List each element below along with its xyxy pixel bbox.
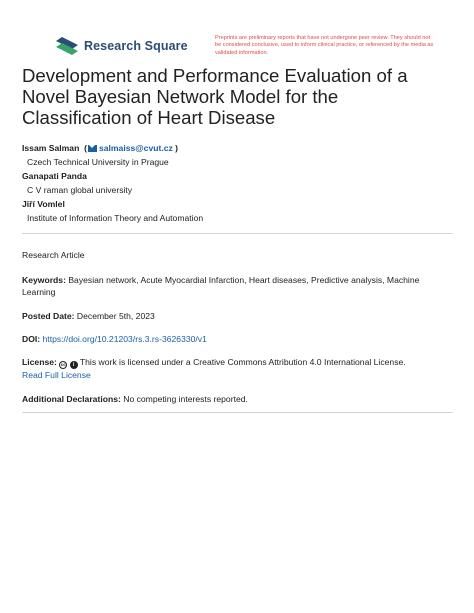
paper-title: Development and Performance Evaluation of a Novel Bayesian Network Model for the Classification of Heart Disease <box>22 65 408 128</box>
read-full-license-link[interactable]: Read Full License <box>22 370 91 380</box>
doi-link[interactable]: https://doi.org/10.21203/rs.3.rs-3626330/v1 <box>42 334 207 344</box>
logo-text: Research Square <box>84 39 188 53</box>
divider <box>22 412 453 413</box>
declarations-value: No competing interests reported. <box>123 394 248 404</box>
doi <box>22 333 452 345</box>
posted-date-value: December 5th, 2023 <box>76 311 155 321</box>
author-name: Jiří Vomlel <box>22 199 65 209</box>
research-square-logo[interactable] <box>56 37 188 55</box>
author-list <box>22 142 452 226</box>
author-affiliation: Institute of Information Theory and Automation <box>27 213 204 223</box>
keywords-label: Keywords: <box>22 275 66 285</box>
preprint-header <box>56 35 436 63</box>
research-square-logo-icon <box>56 37 78 55</box>
author-name: Ganapati Panda <box>22 171 87 181</box>
license-label: License: <box>22 357 57 367</box>
attribution-icon: i <box>70 361 78 369</box>
license-text: This work is licensed under a Creative Commons Attribution 4.0 International License. <box>79 357 406 367</box>
posted-date-label: Posted Date: <box>22 311 75 321</box>
creative-commons-icon: cc <box>60 362 66 367</box>
doi-label: DOI: <box>22 334 41 344</box>
keywords-value: Bayesian network, Acute Myocardial Infarction, Heart diseases, Predictive analysis, Machine Learning <box>22 275 420 298</box>
preprint-disclaimer: Preprints are preliminary reports that have not undergone peer review. They should not be considered conclusive, used to inform clinical practice, or referenced by the media as validated information. <box>215 35 434 56</box>
email-icon <box>88 145 97 152</box>
posted-date <box>22 310 452 322</box>
additional-declarations <box>22 393 452 405</box>
article-type: Research Article <box>22 250 85 260</box>
divider <box>22 233 453 234</box>
declarations-label: Additional Declarations: <box>22 394 121 404</box>
keywords <box>22 274 452 299</box>
license <box>22 356 452 381</box>
author-affiliation: C V raman global university <box>27 185 133 195</box>
author-name: Issam Salman ( salmaiss@cvut.cz ) <box>22 143 179 153</box>
author-email-link[interactable]: salmaiss@cvut.cz <box>98 143 173 153</box>
author-affiliation: Czech Technical University in Prague <box>27 157 169 167</box>
